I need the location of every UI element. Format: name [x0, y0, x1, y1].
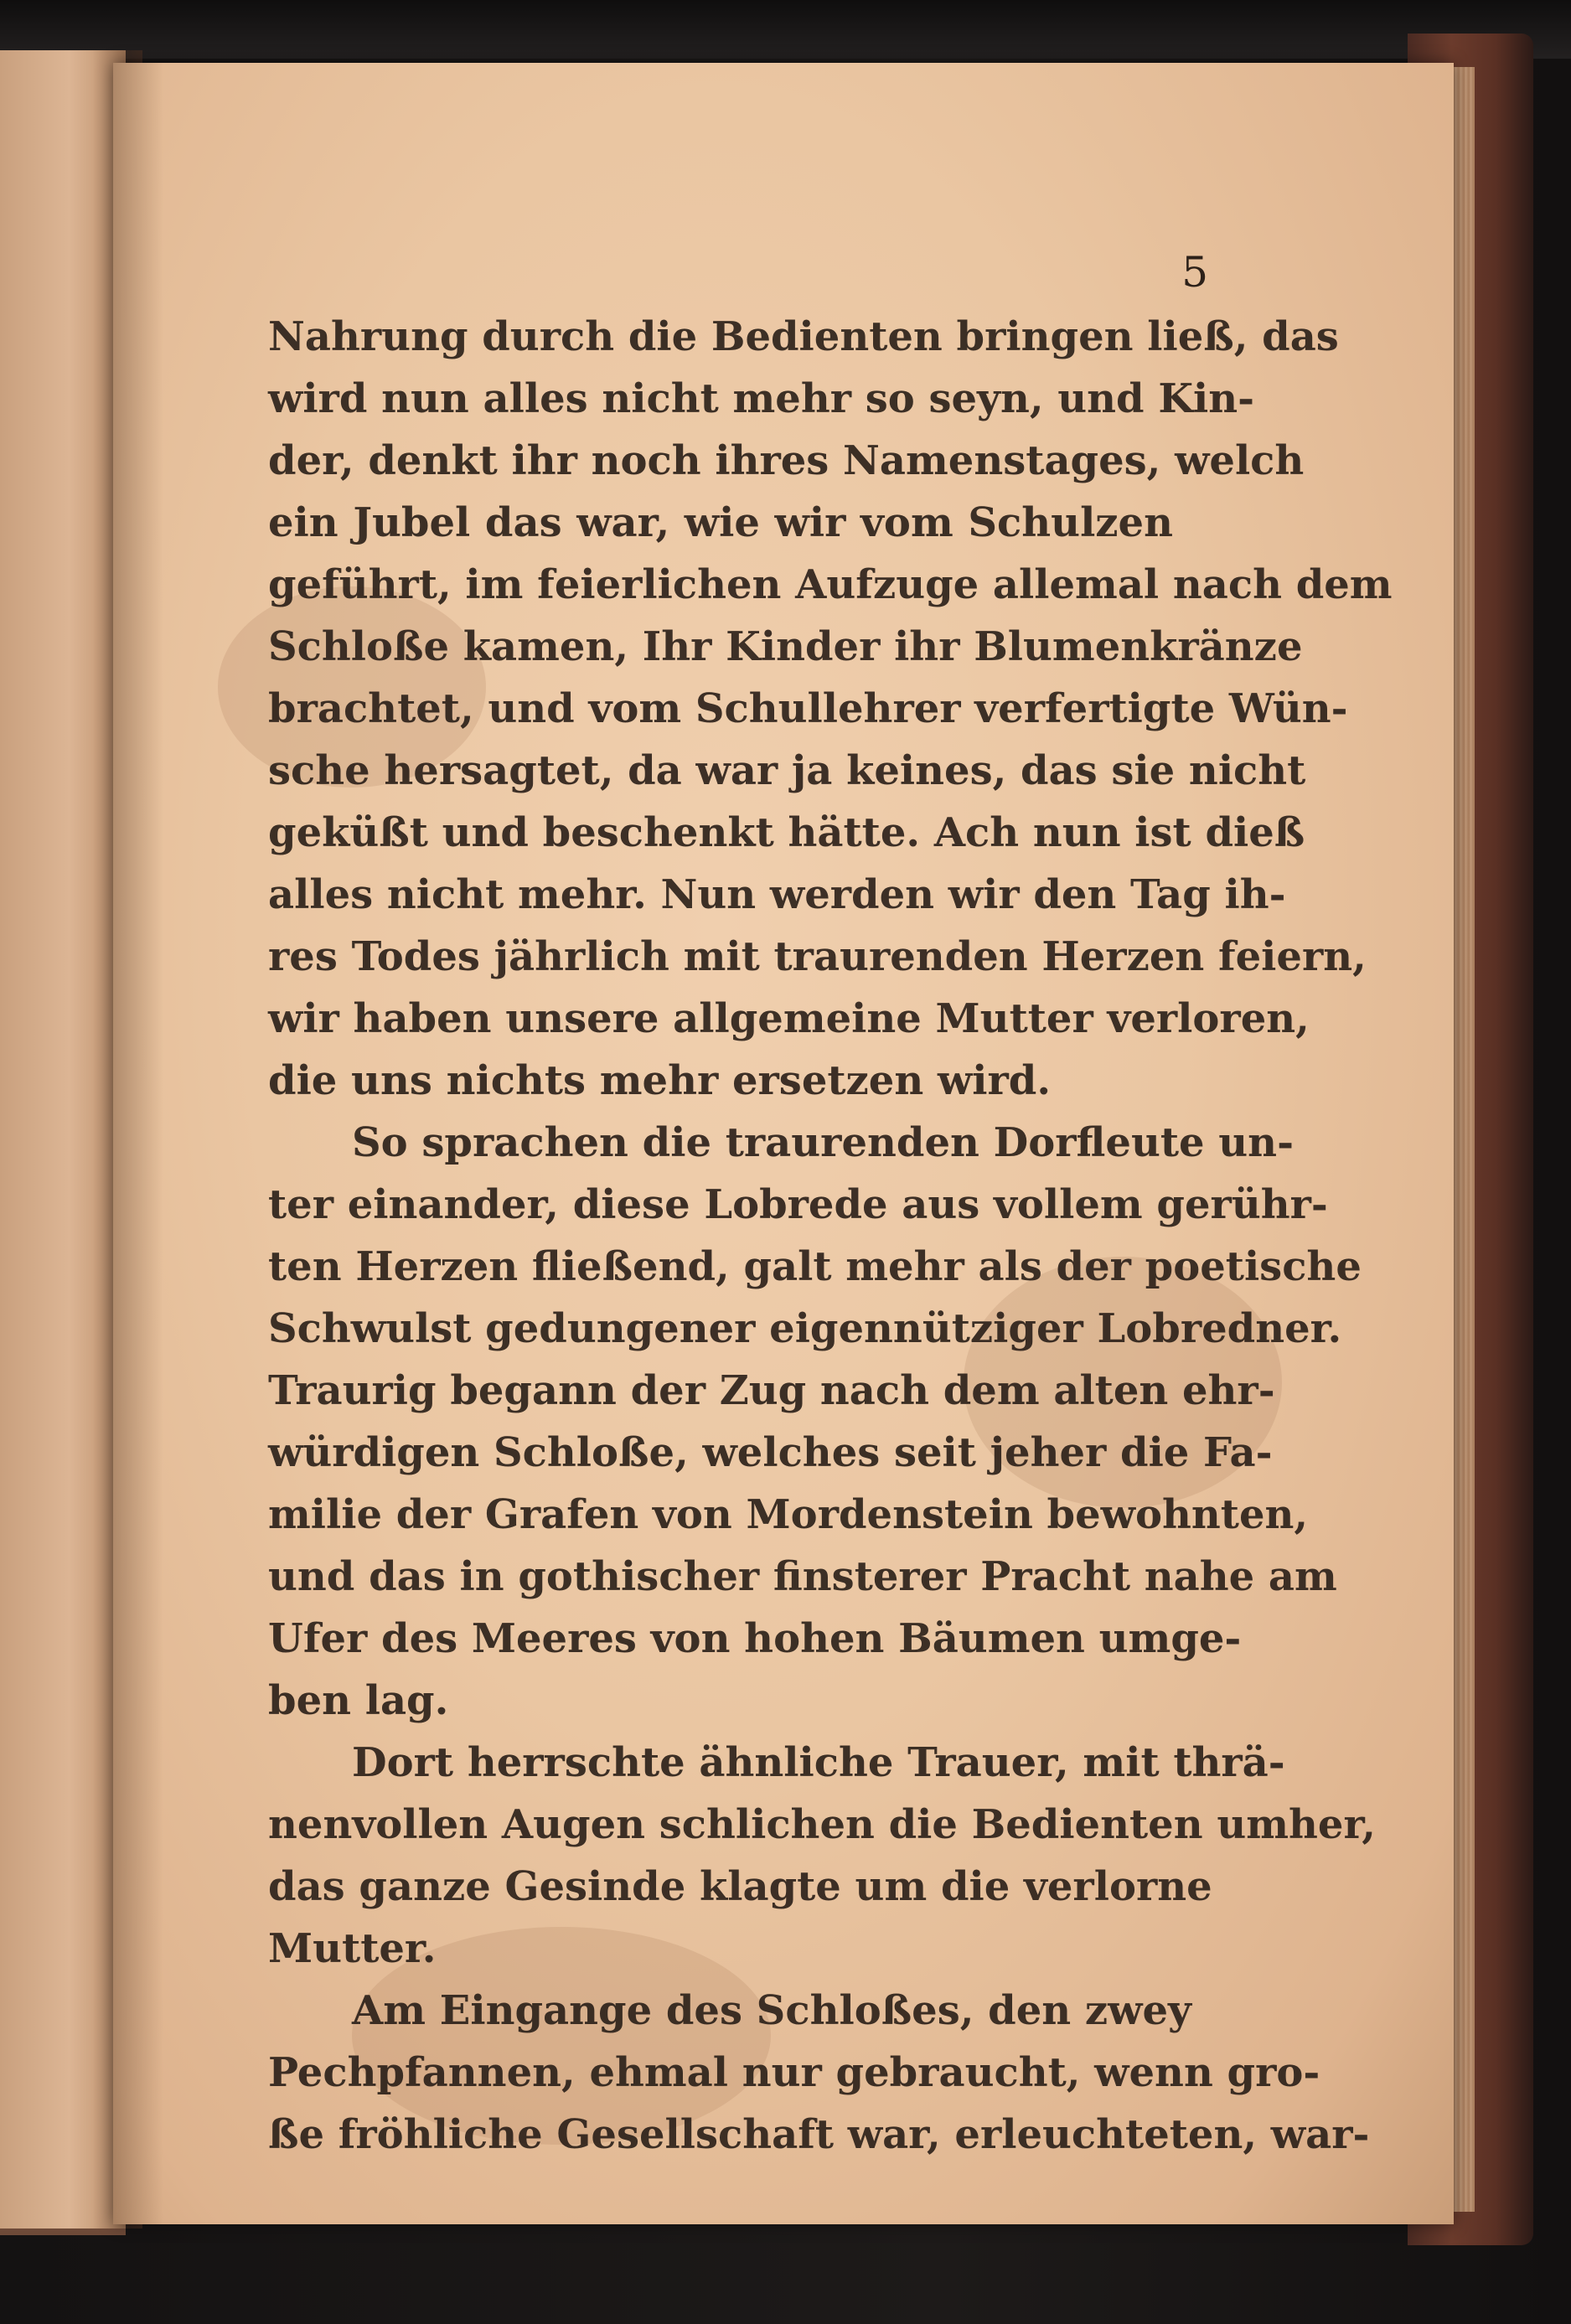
text-line: geführt, im feierlichen Aufzuge allemal nach dem	[268, 561, 1393, 608]
text-line: So sprachen die traurenden Dorfleute un-	[352, 1119, 1294, 1166]
text-line: ten Herzen fließend, galt mehr als der poetische	[268, 1243, 1362, 1290]
text-line: milie der Grafen von Mordenstein bewohnten,	[268, 1491, 1309, 1538]
text-line: geküßt und beschenkt hätte. Ach nun ist dieß	[268, 809, 1305, 856]
background-top	[0, 0, 1571, 59]
text-line: wird nun alles nicht mehr so seyn, und Kin-	[268, 375, 1255, 422]
text-line: Schwulst gedungener eigennütziger Lobredner.	[268, 1305, 1342, 1352]
text-line: ben lag.	[268, 1677, 449, 1724]
text-line: wir haben unsere allgemeine Mutter verloren,	[268, 995, 1310, 1042]
text-line: Mutter.	[268, 1925, 437, 1972]
text-line: die uns nichts mehr ersetzen wird.	[268, 1057, 1052, 1104]
text-line: das ganze Gesinde klagte um die verlorne	[268, 1863, 1212, 1910]
text-line: und das in gothischer finsterer Pracht nahe am	[268, 1553, 1337, 1600]
page-number: 5	[1181, 248, 1208, 297]
text-line: ter einander, diese Lobrede aus vollem gerühr-	[268, 1181, 1328, 1228]
text-line: Am Eingange des Schloßes, den zwey	[352, 1987, 1191, 2034]
page-gutter-shade	[113, 63, 163, 2224]
text-line: der, denkt ihr noch ihres Namenstages, welch	[268, 437, 1305, 484]
text-line: Ufer des Meeres von hohen Bäumen umge-	[268, 1615, 1242, 1662]
text-line: ße fröhliche Gesellschaft war, erleuchteten, war-	[268, 2111, 1370, 2158]
text-line: res Todes jährlich mit traurenden Herzen feiern,	[268, 933, 1367, 980]
text-line: Nahrung durch die Bedienten bringen ließ, das	[268, 313, 1339, 360]
body-text	[268, 306, 1393, 2166]
text-line: Dort herrschte ähnliche Trauer, mit thrä-	[352, 1739, 1285, 1786]
text-line: alles nicht mehr. Nun werden wir den Tag ih-	[268, 871, 1286, 918]
text-line: Schloße kamen, Ihr Kinder ihr Blumenkränze	[268, 623, 1303, 670]
text-line: Traurig begann der Zug nach dem alten ehr-	[268, 1367, 1275, 1414]
text-line: nenvollen Augen schlichen die Bedienten umher,	[268, 1801, 1376, 1848]
text-line: würdigen Schloße, welches seit jeher die Fa-	[268, 1429, 1273, 1476]
text-line: Pechpfannen, ehmal nur gebraucht, wenn gro-	[268, 2049, 1320, 2096]
text-line: ein Jubel das war, wie wir vom Schulzen	[268, 499, 1173, 546]
text-line: brachtet, und vom Schullehrer verfertigte Wün-	[268, 685, 1348, 732]
text-line: sche hersagtet, da war ja keines, das sie nicht	[268, 747, 1306, 794]
